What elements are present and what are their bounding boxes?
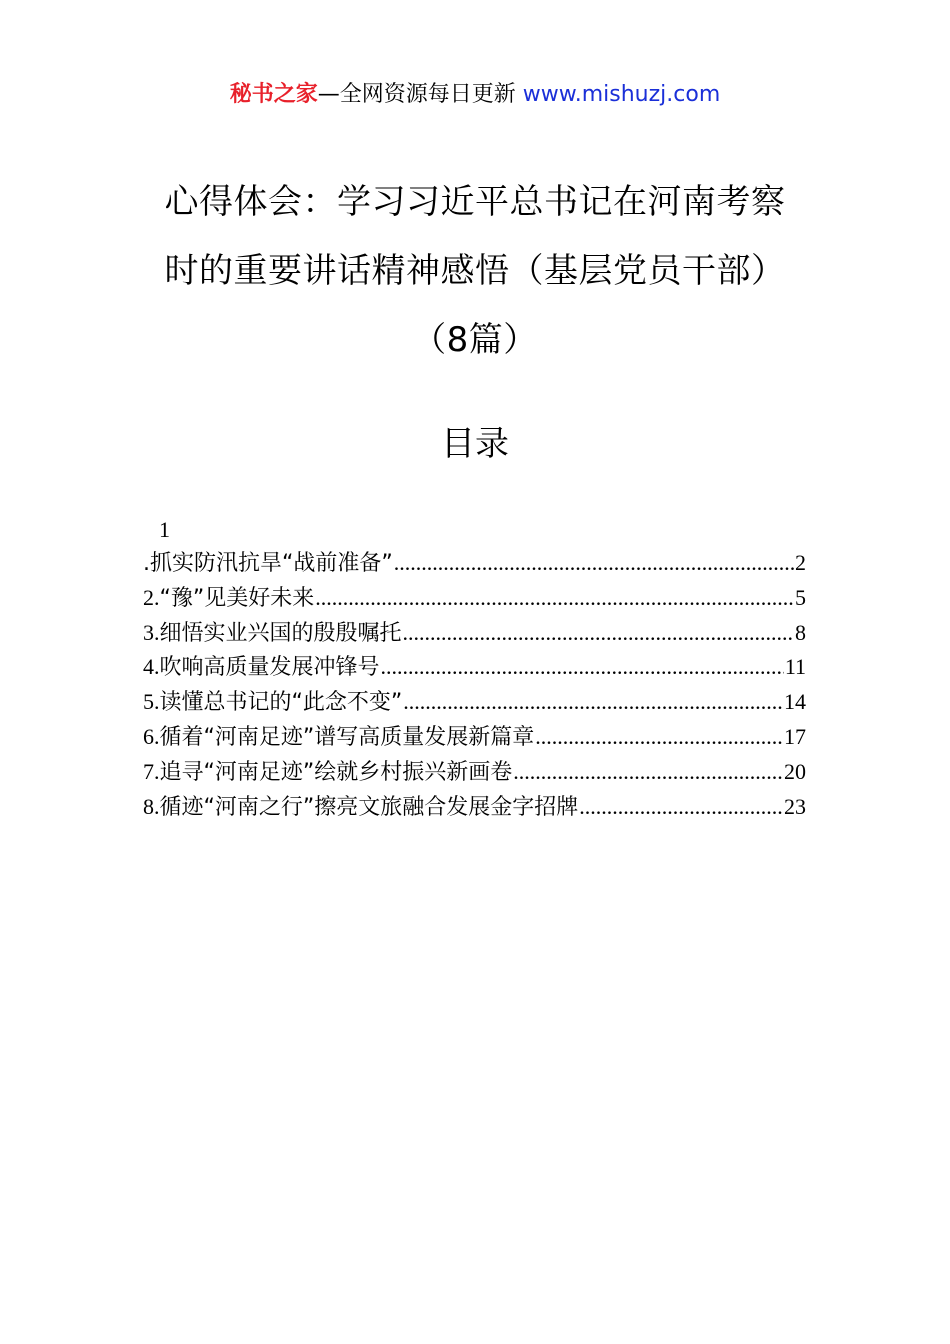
toc-page-number: 20 bbox=[784, 758, 806, 784]
toc-leader-dots bbox=[403, 616, 794, 651]
toc-item[interactable] bbox=[143, 546, 806, 581]
toc-leader-dots bbox=[403, 685, 783, 720]
toc-page-number: 2 bbox=[795, 550, 806, 575]
toc-item[interactable] bbox=[143, 616, 806, 651]
toc-item[interactable] bbox=[143, 581, 806, 616]
title-line-3: （8篇） bbox=[412, 320, 538, 360]
toc-item-title: 3.细悟实业兴国的殷殷嘱托 bbox=[143, 619, 402, 646]
toc-item-title: 4.吹响高质量发展冲锋号 bbox=[143, 654, 380, 681]
document-title bbox=[130, 168, 820, 375]
title-line-2: 时的重要讲话精神感悟（基层党员干部） bbox=[164, 251, 786, 291]
site-header bbox=[0, 78, 950, 112]
toc-item[interactable] bbox=[143, 650, 806, 685]
header-tagline: —全网资源每日更新 bbox=[317, 82, 516, 107]
site-url-link[interactable]: www.mishuzj.com bbox=[522, 82, 721, 107]
toc-page-number: 11 bbox=[784, 654, 806, 680]
toc-leader-dots bbox=[535, 720, 783, 755]
title-line-1: 心得体会：学习习近平总书记在河南考察 bbox=[164, 182, 786, 222]
toc-page-number: 14 bbox=[784, 689, 806, 715]
toc-leader-dots bbox=[579, 790, 783, 825]
toc-item[interactable] bbox=[143, 685, 806, 720]
toc-item[interactable] bbox=[143, 755, 806, 790]
toc-item-title: 7.追寻“河南足迹”绘就乡村振兴新画卷 bbox=[143, 758, 513, 785]
toc-page-number: 5 bbox=[795, 584, 806, 610]
toc-item-title: 5.读懂总书记的“此念不变” bbox=[143, 689, 403, 716]
toc-page-number: 8 bbox=[795, 619, 806, 645]
toc-heading: 目录 bbox=[441, 424, 509, 464]
toc-item[interactable] bbox=[143, 790, 806, 825]
toc-item-title: 8.循迹“河南之行”擦亮文旅融合发展金字招牌 bbox=[143, 793, 579, 820]
toc-item-title: 2.“豫”见美好未来 bbox=[143, 584, 315, 611]
toc-page-number: 23 bbox=[784, 793, 806, 819]
brand-name: 秘书之家 bbox=[229, 82, 318, 107]
toc-leader-dots bbox=[315, 581, 794, 616]
toc-item[interactable] bbox=[143, 720, 806, 755]
toc-leader-dots bbox=[381, 650, 784, 685]
toc-leader-dots bbox=[513, 755, 783, 790]
toc-item-title: .抓实防汛抗旱“战前准备” bbox=[143, 551, 393, 576]
toc-page-number: 17 bbox=[784, 723, 806, 749]
toc-item-title: 6.循着“河南足迹”谱写高质量发展新篇章 bbox=[143, 723, 535, 750]
toc-leader-dots bbox=[394, 546, 794, 581]
table-of-contents bbox=[143, 514, 806, 824]
toc-first-number: 1 bbox=[159, 517, 170, 542]
